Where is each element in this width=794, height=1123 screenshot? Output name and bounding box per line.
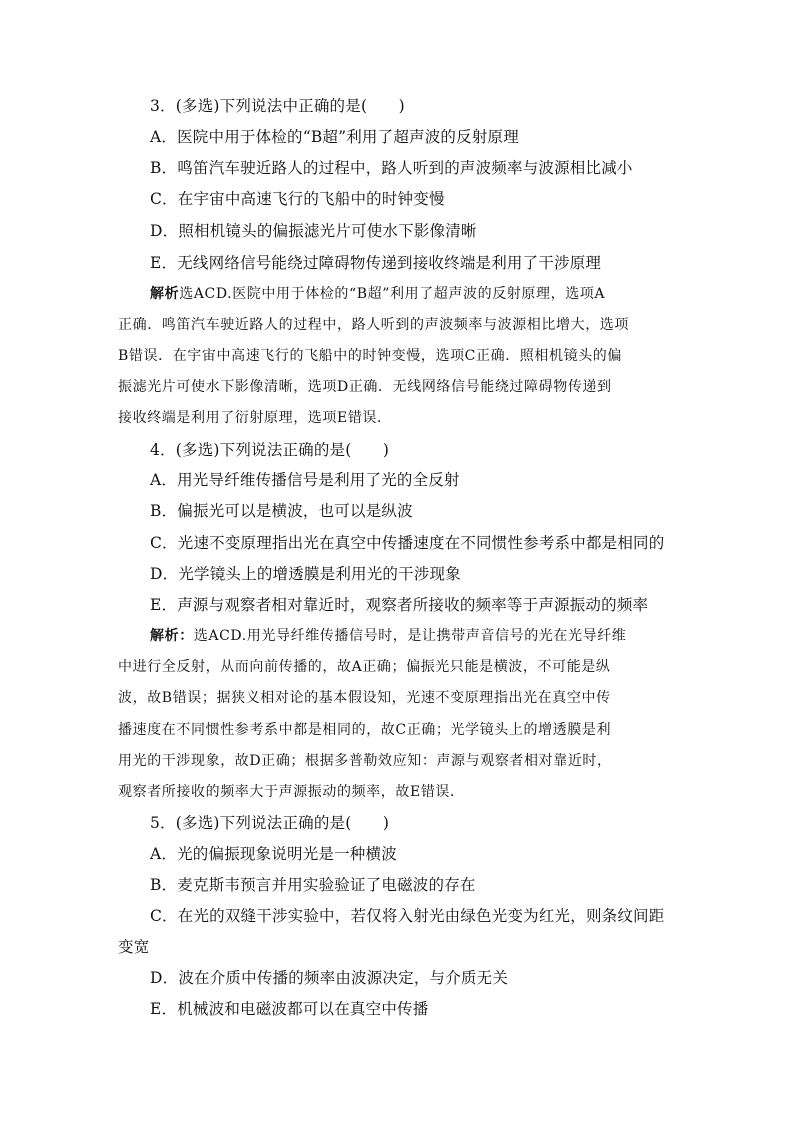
q5-option-e: E．机械波和电磁波都可以在真空中传播 xyxy=(150,1000,429,1018)
q4-analysis-line-4: 播速度在不同惯性参考系中都是相同的，故C正确；光学镜头上的增透膜是利 xyxy=(118,722,612,738)
q4-option-c: C．光速不变原理指出光在真空中传播速度在不同惯性参考系中都是相同的 xyxy=(150,534,665,552)
q3-option-e: E．无线网络信号能绕过障碍物传递到接收终端是利用了干涉原理 xyxy=(150,254,602,272)
q4-option-d: D．光学镜头上的增透膜是利用光的干涉现象 xyxy=(150,565,461,583)
q5-option-c: C．在光的双缝干涉实验中，若仅将入射光由绿色光变为红光，则条纹间距 xyxy=(150,907,665,925)
q5-stem: 5．(多选)下列说法正确的是( ) xyxy=(150,814,390,832)
q4-analysis-line-2: 中进行全反射，从而向前传播的，故A正确；偏振光只能是横波，不可能是纵 xyxy=(118,659,611,675)
q3-analysis-line-1: 解析选ACD.医院中用于体检的“B超”利用了超声波的反射原理，选项A xyxy=(150,286,606,302)
q4-option-a: A．用光导纤维传播信号是利用了光的全反射 xyxy=(150,471,460,489)
q4-option-e: E．声源与观察者相对靠近时，观察者所接收的频率等于声源振动的频率 xyxy=(150,596,649,614)
q5-option-a: A．光的偏振现象说明光是一种横波 xyxy=(150,845,397,863)
q3-option-a: A．医院中用于体检的“B超”利用了超声波的反射原理 xyxy=(150,128,519,146)
q3-option-b: B．鸣笛汽车驶近路人的过程中，路人听到的声波频率与波源相比减小 xyxy=(150,159,633,177)
q3-analysis-line-5: 接收终端是利用了衍射原理，选项E错误． xyxy=(118,410,392,426)
q3-stem: 3．(多选)下列说法中正确的是( ) xyxy=(150,97,405,115)
q4-analysis-line-3: 波，故B错误；据狭义相对论的基本假设知，光速不变原理指出光在真空中传 xyxy=(118,690,611,706)
q3-option-c: C．在宇宙中高速飞行的飞船中的时钟变慢 xyxy=(150,190,445,208)
q3-analysis-line-3: B错误．在宇宙中高速飞行的飞船中的时钟变慢，选项C正确．照相机镜头的偏 xyxy=(118,348,622,364)
q4-analysis-line-1: 解析：选ACD.用光导纤维传播信号时，是让携带声音信号的光在光导纤维 xyxy=(150,628,627,644)
q4-analysis-line-6: 观察者所接收的频率大于声源振动的频率，故E错误． xyxy=(118,784,465,800)
q4-analysis-line-5: 用光的干涉现象，故D正确；根据多普勒效应知：声源与观察者相对靠近时， xyxy=(118,753,612,769)
q5-option-c-continued: 变宽 xyxy=(118,938,150,956)
q5-option-d: D．波在介质中传播的频率由波源决定，与介质无关 xyxy=(150,969,509,987)
q3-analysis-line-4: 振滤光片可使水下影像清晰，选项D正确．无线网络信号能绕过障碍物传递到 xyxy=(118,379,612,395)
q4-analysis-label: 解析： xyxy=(150,628,194,644)
q3-option-d: D．照相机镜头的偏振滤光片可使水下影像清晰 xyxy=(150,222,477,240)
q3-analysis-label: 解析 xyxy=(150,286,180,302)
q4-option-b: B．偏振光可以是横波，也可以是纵波 xyxy=(150,502,413,520)
q5-option-b: B．麦克斯韦预言并用实验验证了电磁波的存在 xyxy=(150,876,476,894)
q3-analysis-line-2: 正确．鸣笛汽车驶近路人的过程中，路人听到的声波频率与波源相比增大，选项 xyxy=(118,317,629,333)
q4-stem: 4．(多选)下列说法正确的是( ) xyxy=(150,441,390,459)
